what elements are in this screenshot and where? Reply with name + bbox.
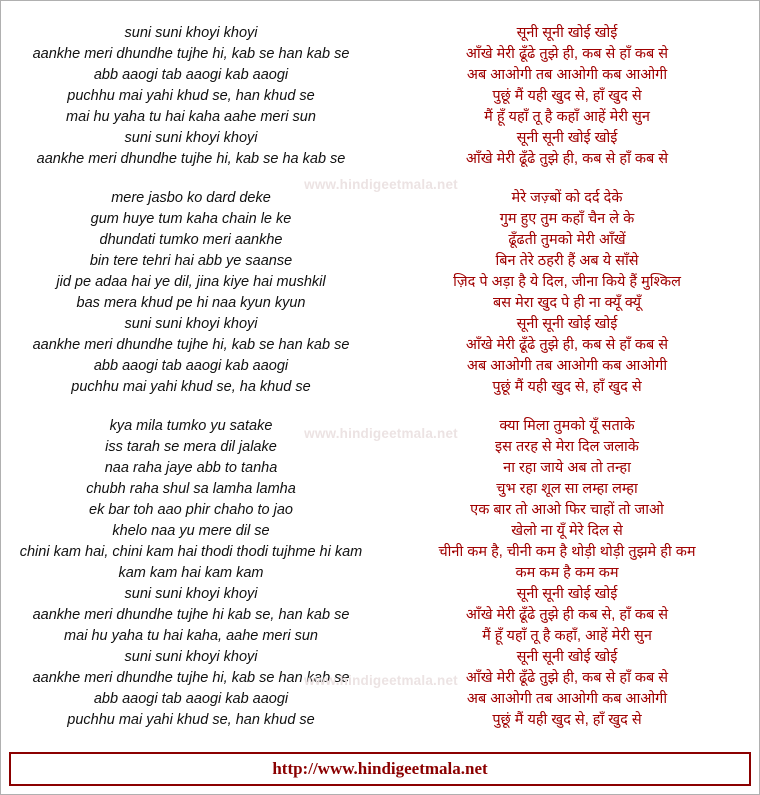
lyrics-line-latin: kam kam hai kam kam: [118, 565, 264, 581]
lyrics-line-latin: abb aaogi tab aaogi kab aaogi: [93, 67, 289, 83]
lyrics-line: [1, 479, 759, 500]
lyrics-line-latin: suni suni khoyi khoyi: [124, 586, 258, 602]
lyrics-line: [1, 626, 759, 647]
lyrics-line: [1, 230, 759, 251]
lyrics-line-devanagari: खेलो ना यूँ मेरे दिल से: [511, 523, 623, 539]
lyrics-line-latin: chini kam hai, chini kam hai thodi thodi tujhme hi kam: [19, 544, 363, 560]
lyrics-line: [1, 107, 759, 128]
lyrics-line-devanagari: आँखे मेरी ढूँढे तुझे ही, कब से हाँ कब से: [465, 46, 669, 62]
lyrics-line: [1, 65, 759, 86]
lyrics-line-latin: chubh raha shul sa lamha lamha: [86, 481, 296, 497]
lyrics-line: [1, 251, 759, 272]
lyrics-line-latin: mai hu yaha tu hai kaha, aahe meri sun: [64, 628, 318, 644]
footer-bar: [9, 752, 751, 786]
lyrics-line-latin: khelo naa yu mere dil se: [112, 523, 270, 539]
lyrics-line-devanagari: बस मेरा खुद पे ही ना क्यूँ क्यूँ: [492, 295, 642, 311]
lyrics-line-devanagari: अब आओगी तब आओगी कब आओगी: [466, 691, 668, 707]
lyrics-line-latin: naa raha jaye abb to tanha: [104, 460, 278, 476]
lyrics-line: [1, 314, 759, 335]
lyrics-stanza: [1, 416, 759, 731]
site-url-link[interactable]: http://www.hindigeetmala.net: [272, 759, 488, 778]
lyrics-line-devanagari: आँखे मेरी ढूँढे तुझे ही, कब से हाँ कब से: [465, 337, 669, 353]
lyrics-line: [1, 149, 759, 170]
lyrics-line: [1, 458, 759, 479]
lyrics-line-devanagari: सूनी सूनी खोई खोई: [516, 25, 618, 41]
lyrics-line: [1, 710, 759, 731]
lyrics-line-devanagari: मेरे जज़्बों को दर्द देके: [511, 190, 623, 206]
lyrics-line-latin: bin tere tehri hai abb ye saanse: [89, 253, 293, 269]
lyrics-line: [1, 584, 759, 605]
lyrics-line: [1, 437, 759, 458]
lyrics-line-latin: suni suni khoyi khoyi: [124, 130, 258, 146]
lyrics-line-devanagari: सूनी सूनी खोई खोई: [516, 586, 618, 602]
lyrics-line: [1, 689, 759, 710]
lyrics-line: [1, 293, 759, 314]
lyrics-line: [1, 188, 759, 209]
lyrics-line-latin: aankhe meri dhundhe tujhe hi, kab se han kab se: [32, 46, 350, 62]
lyrics-line-devanagari: सूनी सूनी खोई खोई: [516, 649, 618, 665]
lyrics-line-devanagari: सूनी सूनी खोई खोई: [516, 130, 618, 146]
lyrics-line-devanagari: पुछूं मैं यही खुद से, हाँ खुद से: [492, 88, 642, 104]
lyrics-line-latin: abb aaogi tab aaogi kab aaogi: [93, 691, 289, 707]
lyrics-line-devanagari: एक बार तो आओ फिर चाहों तो जाओ: [470, 502, 664, 518]
lyrics-line-devanagari: आँखे मेरी ढूँढे तुझे ही, कब से हाँ कब से: [465, 670, 669, 686]
lyrics-line: [1, 416, 759, 437]
lyrics-line-devanagari: कम कम है कम कम: [515, 565, 619, 581]
lyrics-line-latin: suni suni khoyi khoyi: [124, 649, 258, 665]
lyrics-line-latin: aankhe meri dhundhe tujhe hi, kab se han kab se: [32, 337, 350, 353]
watermark-middle: www.hindigeetmala.net: [304, 426, 458, 441]
lyrics-line-devanagari: ना रहा जाये अब तो तन्हा: [503, 460, 631, 476]
lyrics-line-latin: mere jasbo ko dard deke: [111, 190, 271, 206]
lyrics-line-devanagari: गुम हुए तुम कहाँ चैन ले के: [499, 211, 635, 227]
lyrics-line: [1, 128, 759, 149]
lyrics-line: [1, 86, 759, 107]
lyrics-line-devanagari: चीनी कम है, चीनी कम है थोड़ी थोड़ी तुझमे ही कम: [438, 544, 696, 560]
lyrics-line-latin: aankhe meri dhundhe tujhe hi, kab se ha kab se: [36, 151, 346, 167]
lyrics-line: [1, 356, 759, 377]
lyrics-line: [1, 500, 759, 521]
lyrics-stanza: [1, 188, 759, 398]
lyrics-line: [1, 521, 759, 542]
watermark-top: www.hindigeetmala.net: [304, 177, 458, 192]
lyrics-line: [1, 542, 759, 563]
lyrics-line-devanagari: सूनी सूनी खोई खोई: [516, 316, 618, 332]
lyrics-line-devanagari: चुभ रहा शूल सा लम्हा लम्हा: [496, 481, 638, 497]
lyrics-line-latin: dhundati tumko meri aankhe: [99, 232, 283, 248]
lyrics-line-latin: gum huye tum kaha chain le ke: [90, 211, 292, 227]
lyrics-line: [1, 668, 759, 689]
lyrics-stanza: [1, 23, 759, 170]
lyrics-line-latin: kya mila tumko yu satake: [109, 418, 273, 434]
lyrics-line-devanagari: मैं हूँ यहाँ तू है कहाँ, आहें मेरी सुन: [482, 628, 652, 644]
lyrics-line-latin: abb aaogi tab aaogi kab aaogi: [93, 358, 289, 374]
lyrics-line-devanagari: बिन तेरे ठहरी हैं अब ये साँसे: [495, 253, 639, 269]
lyrics-line: [1, 605, 759, 626]
lyrics-line-latin: ek bar toh aao phir chaho to jao: [89, 502, 293, 518]
lyrics-line-latin: puchhu mai yahi khud se, han khud se: [67, 88, 315, 104]
lyrics-container: [1, 1, 759, 731]
lyrics-line-latin: bas mera khud pe hi naa kyun kyun: [76, 295, 306, 311]
lyrics-line: [1, 335, 759, 356]
lyrics-line-latin: suni suni khoyi khoyi: [124, 25, 258, 41]
lyrics-line-devanagari: आँखे मेरी ढूँढे तुझे ही, कब से हाँ कब से: [465, 151, 669, 167]
lyrics-line-devanagari: अब आओगी तब आओगी कब आओगी: [466, 67, 668, 83]
lyrics-line-devanagari: आँखे मेरी ढूँढे तुझे ही कब से, हाँ कब से: [465, 607, 669, 623]
lyrics-line-devanagari: ढूँढती तुमको मेरी आँखें: [508, 232, 626, 248]
lyrics-line-latin: puchhu mai yahi khud se, ha khud se: [71, 379, 311, 395]
lyrics-line-latin: puchhu mai yahi khud se, han khud se: [67, 712, 315, 728]
lyrics-line-latin: jid pe adaa hai ye dil, jina kiye hai mushkil: [56, 274, 326, 290]
lyrics-line-devanagari: मैं हूँ यहाँ तू है कहाँ आहें मेरी सुन: [484, 109, 650, 125]
lyrics-line: [1, 377, 759, 398]
lyrics-line-latin: aankhe meri dhundhe tujhe hi kab se, han kab se: [32, 607, 350, 623]
lyrics-line-latin: iss tarah se mera dil jalake: [105, 439, 277, 455]
lyrics-line-devanagari: इस तरह से मेरा दिल जलाके: [495, 439, 639, 455]
lyrics-line-latin: suni suni khoyi khoyi: [124, 316, 258, 332]
lyrics-line: [1, 44, 759, 65]
lyrics-line: [1, 563, 759, 584]
lyrics-line-devanagari: पुछूं मैं यही खुद से, हाँ खुद से: [492, 379, 642, 395]
lyrics-line: [1, 209, 759, 230]
lyrics-line-devanagari: पुछूं मैं यही खुद से, हाँ खुद से: [492, 712, 642, 728]
lyrics-line-latin: aankhe meri dhundhe tujhe hi, kab se han kab se: [32, 670, 350, 686]
watermark-bottom: www.hindigeetmala.net: [304, 673, 458, 688]
lyrics-line-latin: mai hu yaha tu hai kaha aahe meri sun: [66, 109, 316, 125]
lyrics-line-devanagari: क्या मिला तुमको यूँ सताके: [499, 418, 635, 434]
lyrics-line: [1, 647, 759, 668]
lyrics-line-devanagari: ज़िद पे अड़ा है ये दिल, जीना किये हैं मुश्किल: [453, 274, 681, 290]
lyrics-line-devanagari: अब आओगी तब आओगी कब आओगी: [466, 358, 668, 374]
lyrics-line: [1, 23, 759, 44]
lyrics-line: [1, 272, 759, 293]
